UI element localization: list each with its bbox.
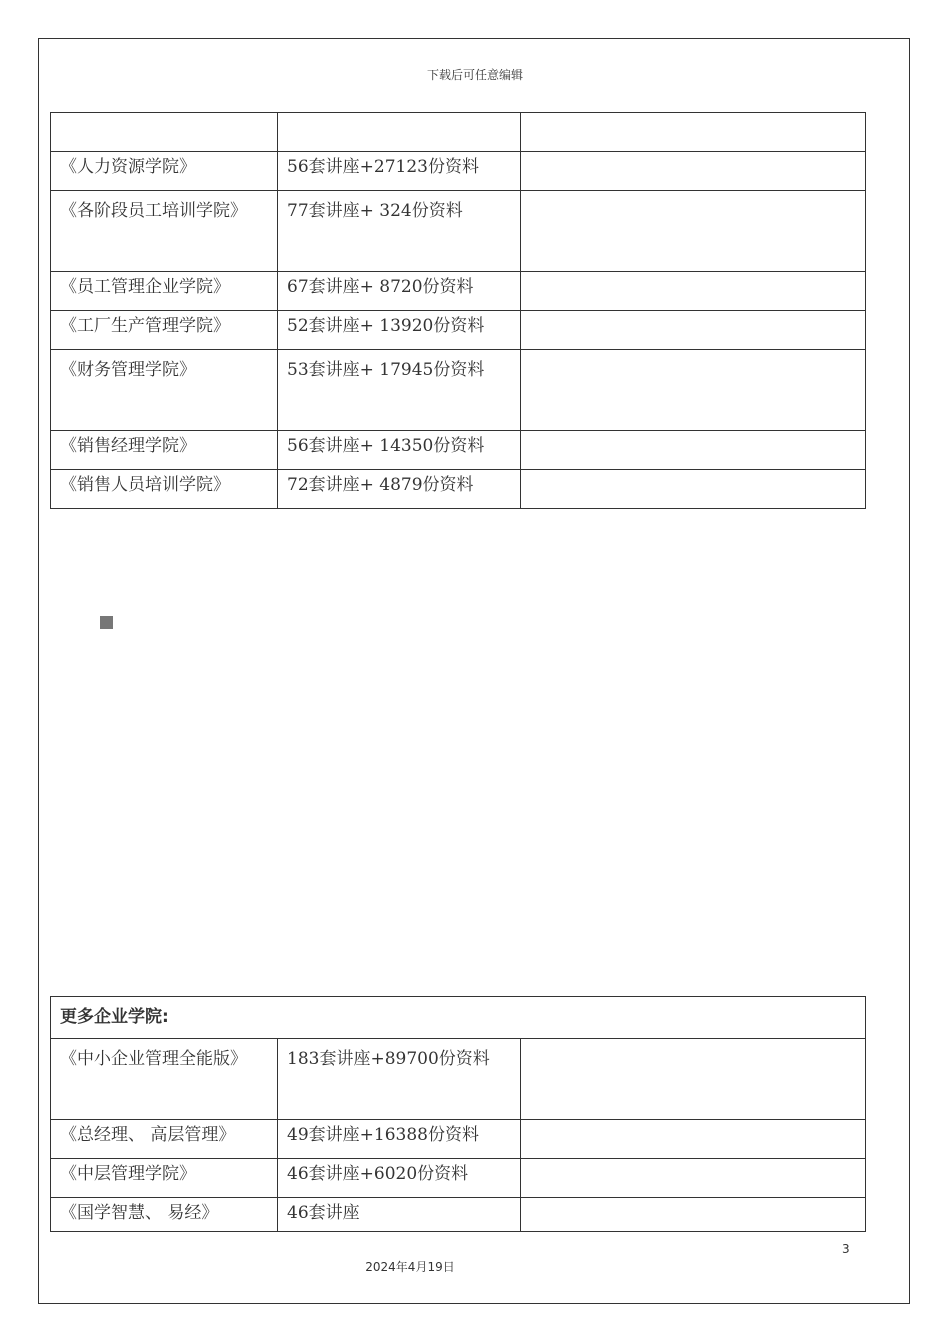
academy-extra bbox=[521, 272, 866, 311]
academy-content: 56套讲座+ 14350份资料 bbox=[278, 431, 521, 470]
academy-content: 53套讲座+ 17945份资料 bbox=[278, 350, 521, 431]
header-note: 下载后可任意编辑 bbox=[426, 68, 523, 82]
academy-name: 《中小企业管理全能版》 bbox=[51, 1039, 278, 1120]
table-row bbox=[51, 272, 866, 311]
table-row bbox=[51, 1039, 866, 1120]
academy-extra bbox=[521, 1120, 866, 1159]
table-cell bbox=[278, 113, 521, 152]
academy-name: 《人力资源学院》 bbox=[51, 152, 278, 191]
academy-content: 77套讲座+ 324份资料 bbox=[278, 191, 521, 272]
academy-table bbox=[50, 112, 866, 509]
academy-extra bbox=[521, 191, 866, 272]
academy-name: 《工厂生产管理学院》 bbox=[51, 311, 278, 350]
academy-name: 《财务管理学院》 bbox=[51, 350, 278, 431]
academy-content: 67套讲座+ 8720份资料 bbox=[278, 272, 521, 311]
table-row bbox=[51, 1198, 866, 1232]
academy-content: 72套讲座+ 4879份资料 bbox=[278, 470, 521, 509]
academy-content: 46套讲座 bbox=[278, 1198, 521, 1232]
academy-name: 《各阶段员工培训学院》 bbox=[51, 191, 278, 272]
table-header-row bbox=[51, 113, 866, 152]
section-title: 更多企业学院: bbox=[51, 997, 866, 1039]
academy-extra bbox=[521, 1198, 866, 1232]
academy-extra bbox=[521, 350, 866, 431]
academy-name: 《销售经理学院》 bbox=[51, 431, 278, 470]
table-row bbox=[51, 152, 866, 191]
academy-content: 52套讲座+ 13920份资料 bbox=[278, 311, 521, 350]
academy-extra bbox=[521, 431, 866, 470]
academy-content: 49套讲座+16388份资料 bbox=[278, 1120, 521, 1159]
footer-date: 2024年4月19日 bbox=[365, 1260, 455, 1274]
academy-extra bbox=[521, 152, 866, 191]
more-academies-table bbox=[50, 996, 866, 1232]
table-row bbox=[51, 191, 866, 272]
table-row bbox=[51, 431, 866, 470]
table-row bbox=[51, 350, 866, 431]
academy-name: 《中层管理学院》 bbox=[51, 1159, 278, 1198]
bullet-square-icon bbox=[100, 616, 113, 629]
table-row bbox=[51, 311, 866, 350]
table-row bbox=[51, 470, 866, 509]
academy-content: 56套讲座+27123份资料 bbox=[278, 152, 521, 191]
page-number: 3 bbox=[842, 1242, 850, 1256]
academy-extra bbox=[521, 1159, 866, 1198]
academy-content: 46套讲座+6020份资料 bbox=[278, 1159, 521, 1198]
academy-name: 《国学智慧、 易经》 bbox=[51, 1198, 278, 1232]
academy-extra bbox=[521, 311, 866, 350]
table-title-row bbox=[51, 997, 866, 1039]
academy-name: 《员工管理企业学院》 bbox=[51, 272, 278, 311]
academy-name: 《总经理、 高层管理》 bbox=[51, 1120, 278, 1159]
academy-extra bbox=[521, 470, 866, 509]
academy-content: 183套讲座+89700份资料 bbox=[278, 1039, 521, 1120]
table-row bbox=[51, 1159, 866, 1198]
table-cell bbox=[51, 113, 278, 152]
table-row bbox=[51, 1120, 866, 1159]
academy-extra bbox=[521, 1039, 866, 1120]
academy-name: 《销售人员培训学院》 bbox=[51, 470, 278, 509]
table-cell bbox=[521, 113, 866, 152]
